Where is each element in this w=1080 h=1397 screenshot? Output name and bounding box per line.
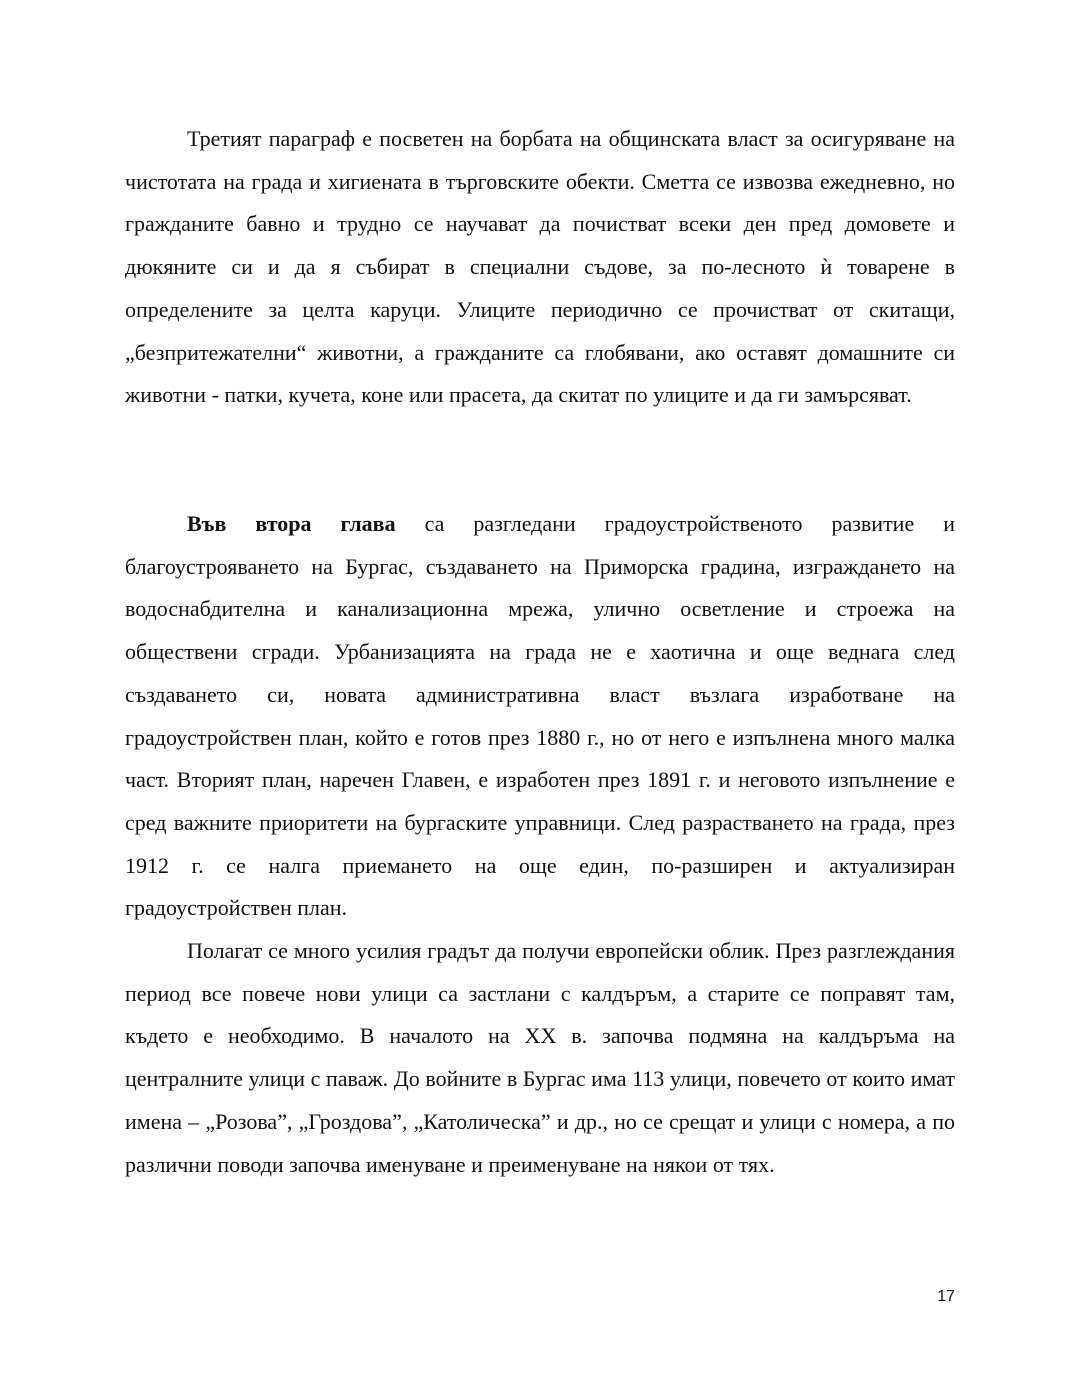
- paragraph-1: Третият параграф е посветен на борбата на общинската власт за осигуряване на чистотата на града и хигиената в търговските обекти. Сметта се извозва ежедневно, но гражданите бавно и трудно се научават да почистват всеки ден пред домовете и дюкяните си и да я събират в специални съдове, за по-лесното ѝ товарене в определените за целта каруци. Улиците периодично се прочистват от скитащи, „безпритежателни“ животни, а гражданите са глобявани, ако оставят домашните си животни - патки, кучета, коне или прасета, да скитат по улиците и да ги замърсяват.: [125, 126, 955, 408]
- chapter-lead: Във втора глава: [187, 511, 396, 536]
- page-number: 17: [937, 1288, 955, 1305]
- text-block-bottom: [125, 503, 955, 1186]
- paragraph-2-text: са разгледани градоустройственото развитие и благоустрояването на Бургас, създаването на Приморска градина, изграждането на водоснабдителна и канализационна мрежа, улично осветление и строежа на обществени сгради. Урбанизацията на града не е хаотична и още веднага след създаването си, новата административна власт възлага изработване на градоустройствен план, който е готов през 1880 г., но от него е изпълнена много малка част. Вторият план, наречен Главен, е изработен през 1891 г. и неговото изпълнение е сред важните приоритети на бургаските управници. След разрастването на града, през 1912 г. се налга приемането на още един, по-разширен и актуализиран градоустройствен план.: [125, 511, 955, 921]
- paragraph-2: [125, 503, 955, 930]
- text-block-top: [125, 118, 955, 417]
- paragraph-3: Полагат се много усилия градът да получи европейски облик. През разглеждания период все повече нови улици са застлани с калдъръм, а старите се поправят там, където е необходимо. В началото на XX в. започва подмяна на калдъръма на централните улици с паваж. До войните в Бургас има 113 улици, повечето от които имат имена – „Розова”, „Гроздова”, „Католическа” и др., но се срещат и улици с номера, а по различни поводи започва именуване и преименуване на някои от тях.: [125, 938, 955, 1177]
